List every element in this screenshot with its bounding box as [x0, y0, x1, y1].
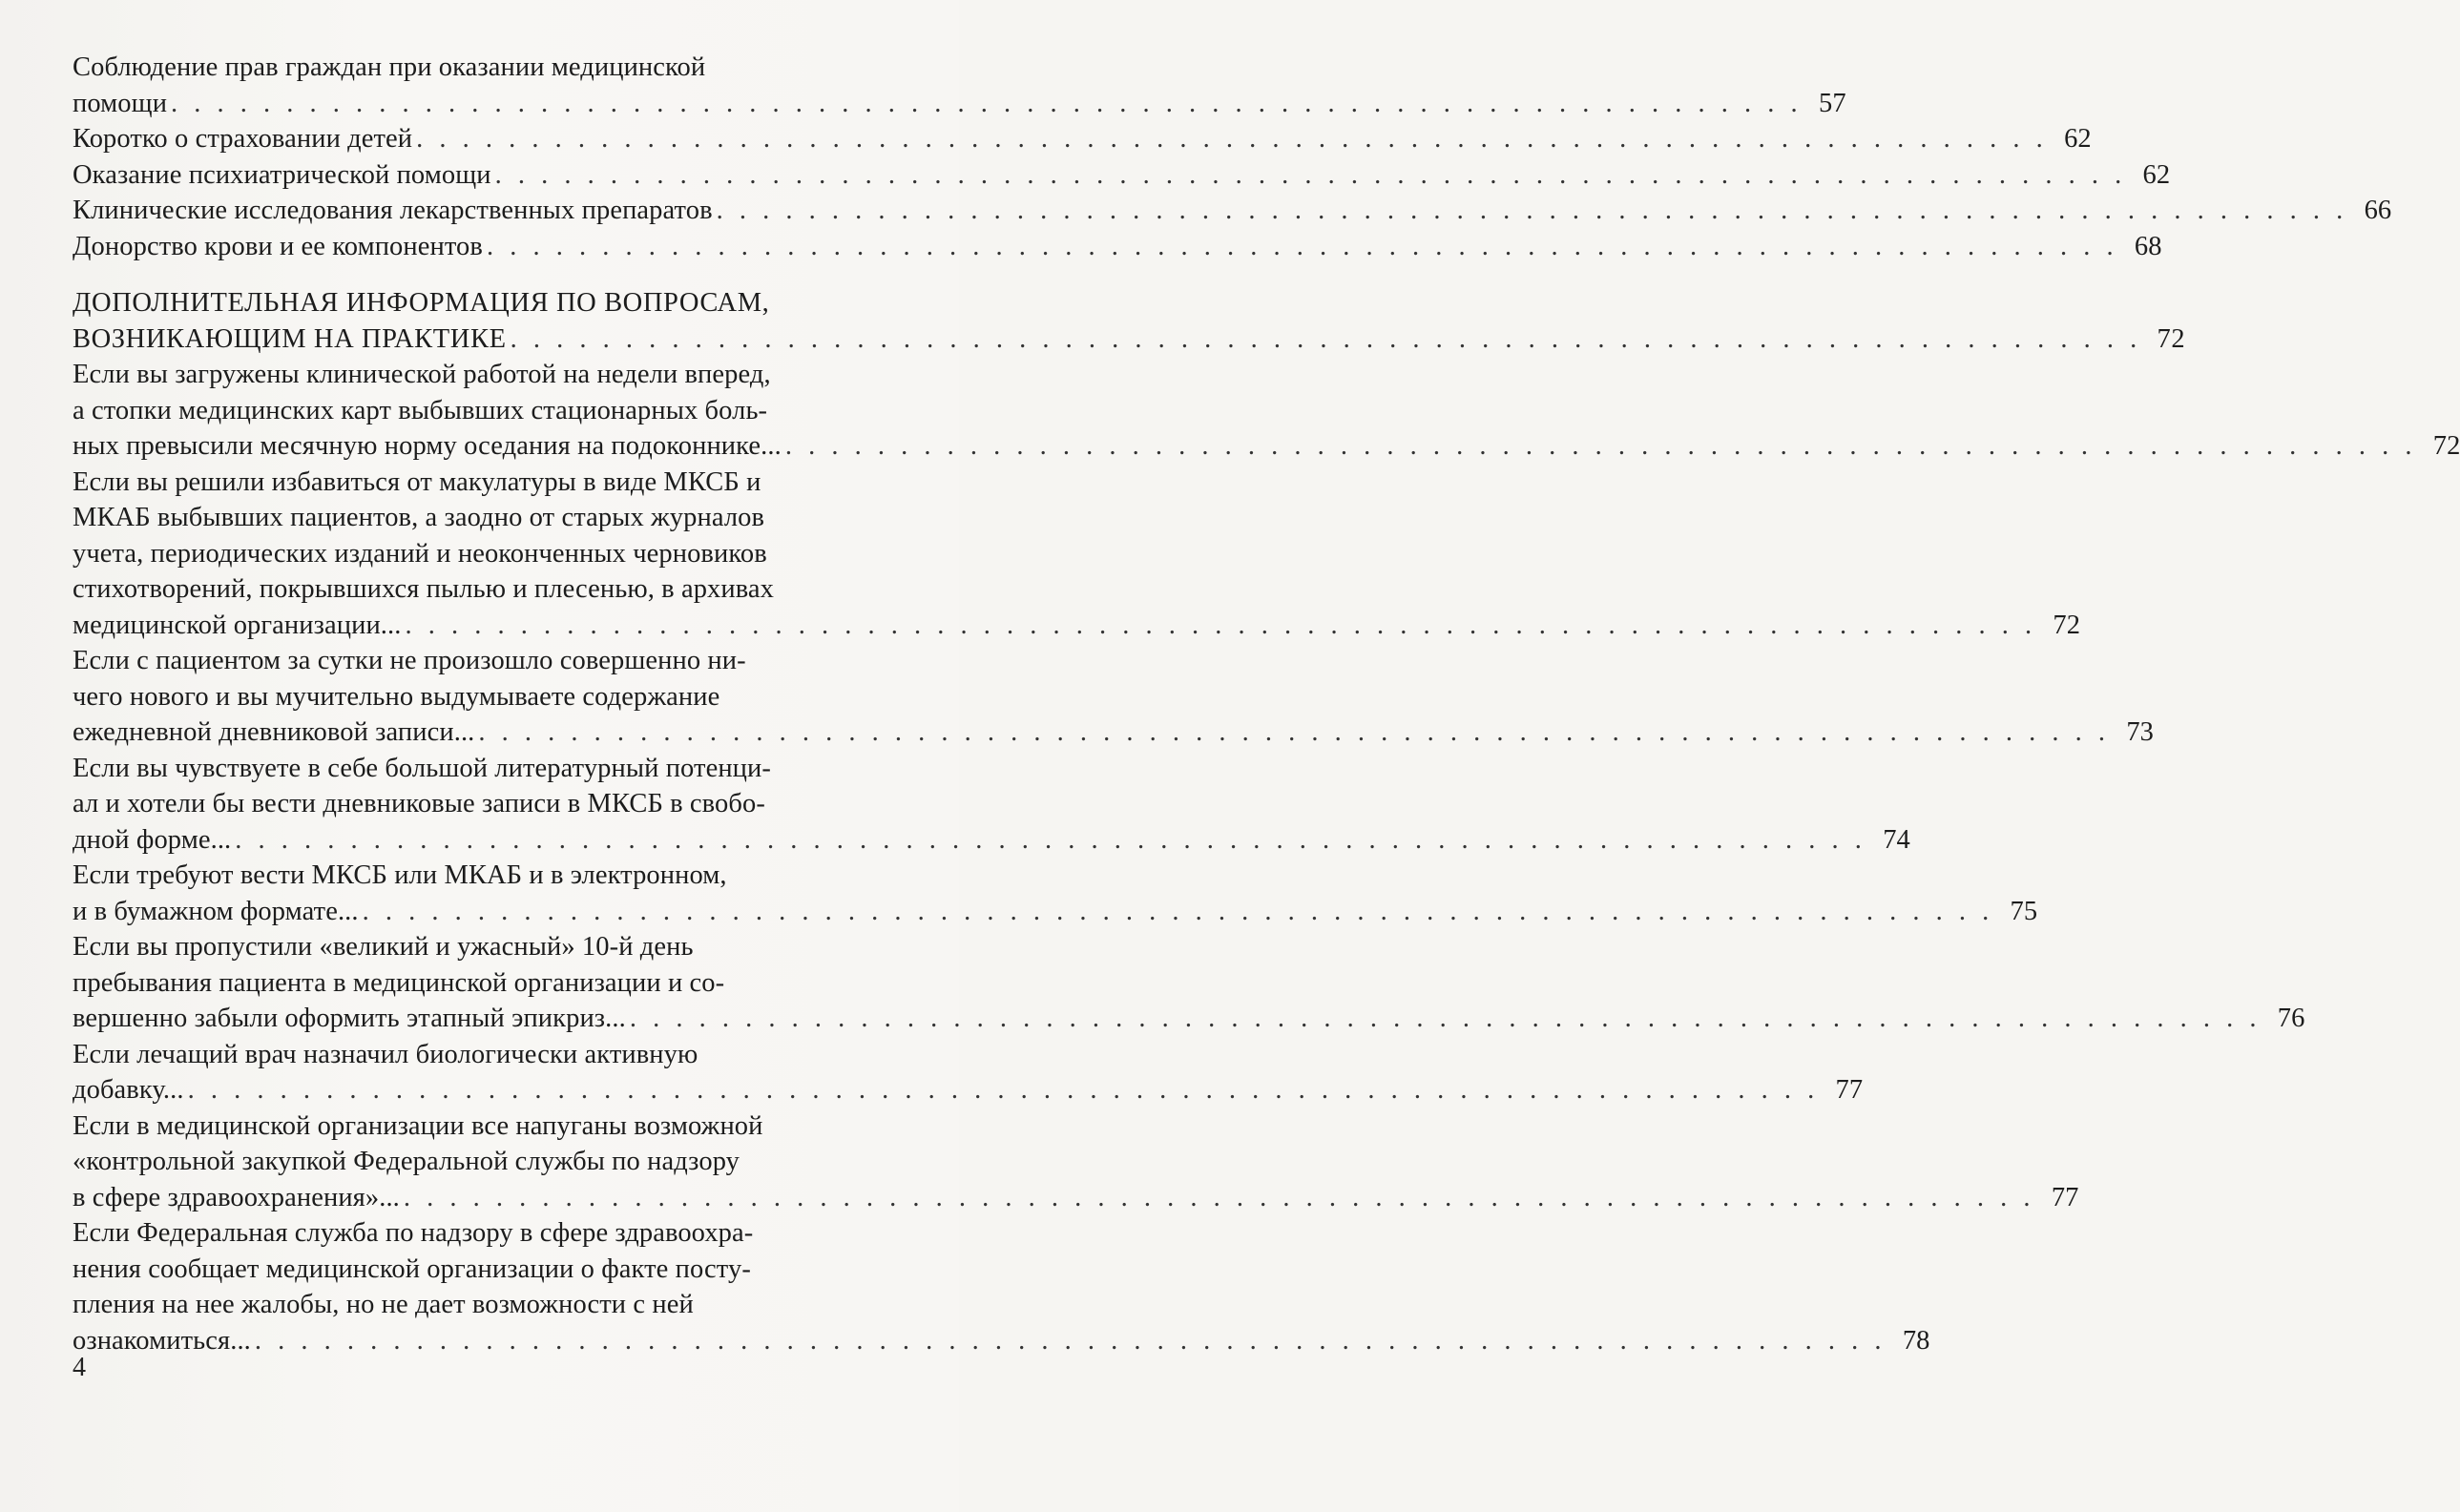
toc-entry-title-end: Донорство крови и ее компонентов: [73, 231, 483, 261]
toc-entry-last-line: [73, 229, 2162, 265]
dot-leader: . . . . . . . . . . . . . . . . . . . . . . . . . . . . . . . . . . . . . . . . . . . . . . . . . . . . . . . . . . . . . . . . . . . . . . .: [362, 896, 1994, 926]
toc-entry-last-line: [73, 715, 2155, 751]
dot-leader: . . . . . . . . . . . . . . . . . . . . . . . . . . . . . . . . . . . . . . . . . . . . . . . . . . . . . . . . . . . . . . . . . . . . . . .: [187, 1075, 1820, 1105]
toc-group-section: [73, 357, 2460, 1358]
toc-entry-title-end: помощи: [73, 88, 168, 118]
toc-entry-last-line: [73, 822, 1910, 859]
toc-entry-page-number: 76: [2277, 1004, 2305, 1033]
dot-leader: . . . . . . . . . . . . . . . . . . . . . . . . . . . . . . . . . . . . . . . . . . . . . . . . . . . . . . . . . . . . . . . . . . . . . . .: [629, 1004, 2262, 1033]
dot-leader: . . . . . . . . . . . . . . . . . . . . . . . . . . . . . . . . . . . . . . . . . . . . . . . . . . . . . . . . . . . . . . . . . . . . . . .: [716, 196, 2348, 225]
toc-entry: [73, 465, 2081, 644]
toc-entry-line: пления на нее жалобы, но не дает возможности с ней: [73, 1290, 694, 1319]
toc-entry-title-end: дной форме...: [73, 824, 232, 855]
toc-entry: [73, 643, 2155, 751]
toc-entry-last-line: [73, 428, 2460, 465]
dot-leader: . . . . . . . . . . . . . . . . . . . . . . . . . . . . . . . . . . . . . . . . . . . . . . . . . . . . . . . . . . . . . . . . . . . . . . .: [171, 88, 1803, 118]
toc-entry: [73, 1037, 1864, 1108]
dot-leader: . . . . . . . . . . . . . . . . . . . . . . . . . . . . . . . . . . . . . . . . . . . . . . . . . . . . . . . . . . . . . . . . . . . . . . .: [486, 231, 2118, 261]
table-of-contents: [73, 50, 2460, 1358]
toc-entry-page-number: 57: [1818, 88, 1846, 118]
toc-entry-line: ал и хотели бы вести дневниковые записи в МКСБ в свобо-: [73, 789, 765, 818]
section-page-number: 72: [2157, 323, 2186, 354]
toc-entry-line: учета, периодических изданий и неоконченных черновиков: [73, 538, 767, 569]
toc-entry-title-end: Оказание психиатрической помощи: [73, 159, 491, 190]
toc-entry-last-line: [73, 1180, 2079, 1216]
toc-entry-line: стихотворений, покрывшихся пылью и плесенью, в архивах: [73, 574, 775, 604]
toc-entry-last-line: [73, 121, 2092, 157]
section-heading-line: ДОПОЛНИТЕЛЬНАЯ ИНФОРМАЦИЯ ПО ВОПРОСАМ,: [73, 288, 770, 318]
toc-entry-page-number: 75: [2010, 896, 2038, 926]
toc-entry-line: пребывания пациента в медицинской организации и со-: [73, 967, 725, 998]
toc-entry-title-end: Клинические исследования лекарственных препаратов: [73, 196, 713, 225]
toc-entry-page-number: 77: [1835, 1075, 1864, 1105]
toc-entry-line: Если лечащий врач назначил биологически активную: [73, 1039, 698, 1069]
toc-entry-line: МКАБ выбывших пациентов, а заодно от старых журналов: [73, 503, 765, 532]
toc-entry-page-number: 66: [2364, 196, 2392, 225]
toc-entry-page-number: 73: [2126, 717, 2155, 747]
toc-entry-title-end: и в бумажном формате...: [73, 896, 359, 926]
toc-group-top: [73, 50, 2392, 264]
toc-entry-title-end: медицинской организации...: [73, 610, 402, 640]
dot-leader: . . . . . . . . . . . . . . . . . . . . . . . . . . . . . . . . . . . . . . . . . . . . . . . . . . . . . . . . . . . . . . . . . . . . . . .: [405, 610, 2037, 640]
toc-entry-page-number: 74: [1883, 824, 1910, 855]
toc-entry-page-number: 77: [2051, 1182, 2079, 1212]
toc-entry-line: Если вы чувствуете в себе большой литературный потенци-: [73, 753, 771, 783]
toc-entry-last-line: [73, 608, 2081, 644]
toc-entry-line: Если вы пропустили «великий и ужасный» 10-й день: [73, 932, 694, 962]
section-heading-text: ВОЗНИКАЮЩИМ НА ПРАКТИКЕ: [73, 323, 507, 354]
toc-entry-line: Если вы решили избавиться от макулатуры в виде МКСБ и: [73, 466, 761, 497]
page-number: 4: [73, 1353, 86, 1382]
toc-entry: [73, 229, 2162, 265]
dot-leader: . . . . . . . . . . . . . . . . . . . . . . . . . . . . . . . . . . . . . . . . . . . . . . . . . . . . . . . . . . . . . . . . . . . . . . .: [494, 159, 2127, 190]
toc-entry: [73, 157, 2171, 194]
toc-entry: [73, 1108, 2079, 1216]
toc-entry: [73, 50, 1846, 121]
toc-entry-line: Если вы загружены клинической работой на недели вперед,: [73, 360, 771, 389]
toc-entry-line: Соблюдение прав граждан при оказании медицинской: [73, 52, 706, 82]
toc-entry-page-number: 72: [2432, 431, 2460, 461]
toc-entry-line: а стопки медицинских карт выбывших стационарных боль-: [73, 395, 768, 425]
dot-leader: . . . . . . . . . . . . . . . . . . . . . . . . . . . . . . . . . . . . . . . . . . . . . . . . . . . . . . . . . . . . . . . . . . . . . . .: [784, 431, 2417, 461]
toc-entry: [73, 751, 1910, 859]
toc-entry: [73, 193, 2392, 229]
toc-entry: [73, 858, 2038, 929]
toc-entry-title-end: ежедневной дневниковой записи...: [73, 717, 475, 747]
toc-entry: [73, 357, 2460, 465]
dot-leader: . . . . . . . . . . . . . . . . . . . . . . . . . . . . . . . . . . . . . . . . . . . . . . . . . . . . . . . . . . . . . . . . . . . . . . .: [235, 824, 1866, 855]
toc-section-heading: [73, 285, 2186, 357]
toc-entry-title-end: в сфере здравоохранения»...: [73, 1182, 400, 1212]
dot-leader: . . . . . . . . . . . . . . . . . . . . . . . . . . . . . . . . . . . . . . . . . . . . . . . . . . . . . . . . . . . . . . . . . . . . . . .: [416, 124, 2048, 154]
toc-entry-title-end: Коротко о страховании детей: [73, 124, 413, 154]
toc-entry-page-number: 78: [1902, 1325, 1930, 1356]
toc-entry-last-line: [73, 1001, 2305, 1037]
toc-entry-last-line: [73, 894, 2038, 930]
toc-entry-page-number: 62: [2064, 124, 2092, 154]
toc-entry-line: «контрольной закупкой Федеральной службы по надзору: [73, 1147, 740, 1176]
toc-entry-title-end: ных превысили месячную норму оседания на подоконнике...: [73, 431, 782, 461]
toc-entry-last-line: [73, 1323, 1930, 1359]
toc-entry-title-end: ознакомиться...: [73, 1325, 251, 1356]
toc-entry-line: Если с пациентом за сутки не произошло совершенно ни-: [73, 646, 746, 675]
toc-entry-line: нения сообщает медицинской организации о факте посту-: [73, 1253, 751, 1284]
toc-entry: [73, 121, 2092, 157]
section-heading-last-line: [73, 321, 2186, 358]
toc-entry-last-line: [73, 1072, 1864, 1108]
dot-leader: . . . . . . . . . . . . . . . . . . . . . . . . . . . . . . . . . . . . . . . . . . . . . . . . . . . . . . . . . . . . . . . . . . . . . . .: [403, 1182, 2035, 1212]
toc-entry-page-number: 68: [2134, 231, 2162, 261]
dot-leader: . . . . . . . . . . . . . . . . . . . . . . . . . . . . . . . . . . . . . . . . . . . . . . . . . . . . . . . . . . . . . . . . . . . . . . .: [510, 323, 2142, 354]
toc-entry-last-line: [73, 193, 2392, 229]
toc-entry-title-end: вершенно забыли оформить этапный эпикриз...: [73, 1004, 626, 1033]
toc-entry: [73, 1215, 1930, 1358]
toc-entry-last-line: [73, 157, 2171, 194]
toc-entry-line: Если требуют вести МКСБ или МКАБ и в электронном,: [73, 860, 727, 890]
dot-leader: . . . . . . . . . . . . . . . . . . . . . . . . . . . . . . . . . . . . . . . . . . . . . . . . . . . . . . . . . . . . . . . . . . . . . . .: [254, 1325, 1887, 1356]
toc-entry-title-end: добавку...: [73, 1075, 184, 1105]
toc-entry-page-number: 62: [2142, 159, 2171, 190]
toc-entry-page-number: 72: [2053, 610, 2081, 640]
toc-entry-line: чего нового и вы мучительно выдумываете содержание: [73, 681, 720, 712]
toc-entry-line: Если Федеральная служба по надзору в сфере здравоохра-: [73, 1218, 754, 1248]
dot-leader: . . . . . . . . . . . . . . . . . . . . . . . . . . . . . . . . . . . . . . . . . . . . . . . . . . . . . . . . . . . . . . . . . . . . . . .: [478, 717, 2111, 747]
toc-entry-last-line: [73, 86, 1846, 122]
toc-entry: [73, 929, 2305, 1037]
toc-entry-line: Если в медицинской организации все напуганы возможной: [73, 1110, 763, 1141]
